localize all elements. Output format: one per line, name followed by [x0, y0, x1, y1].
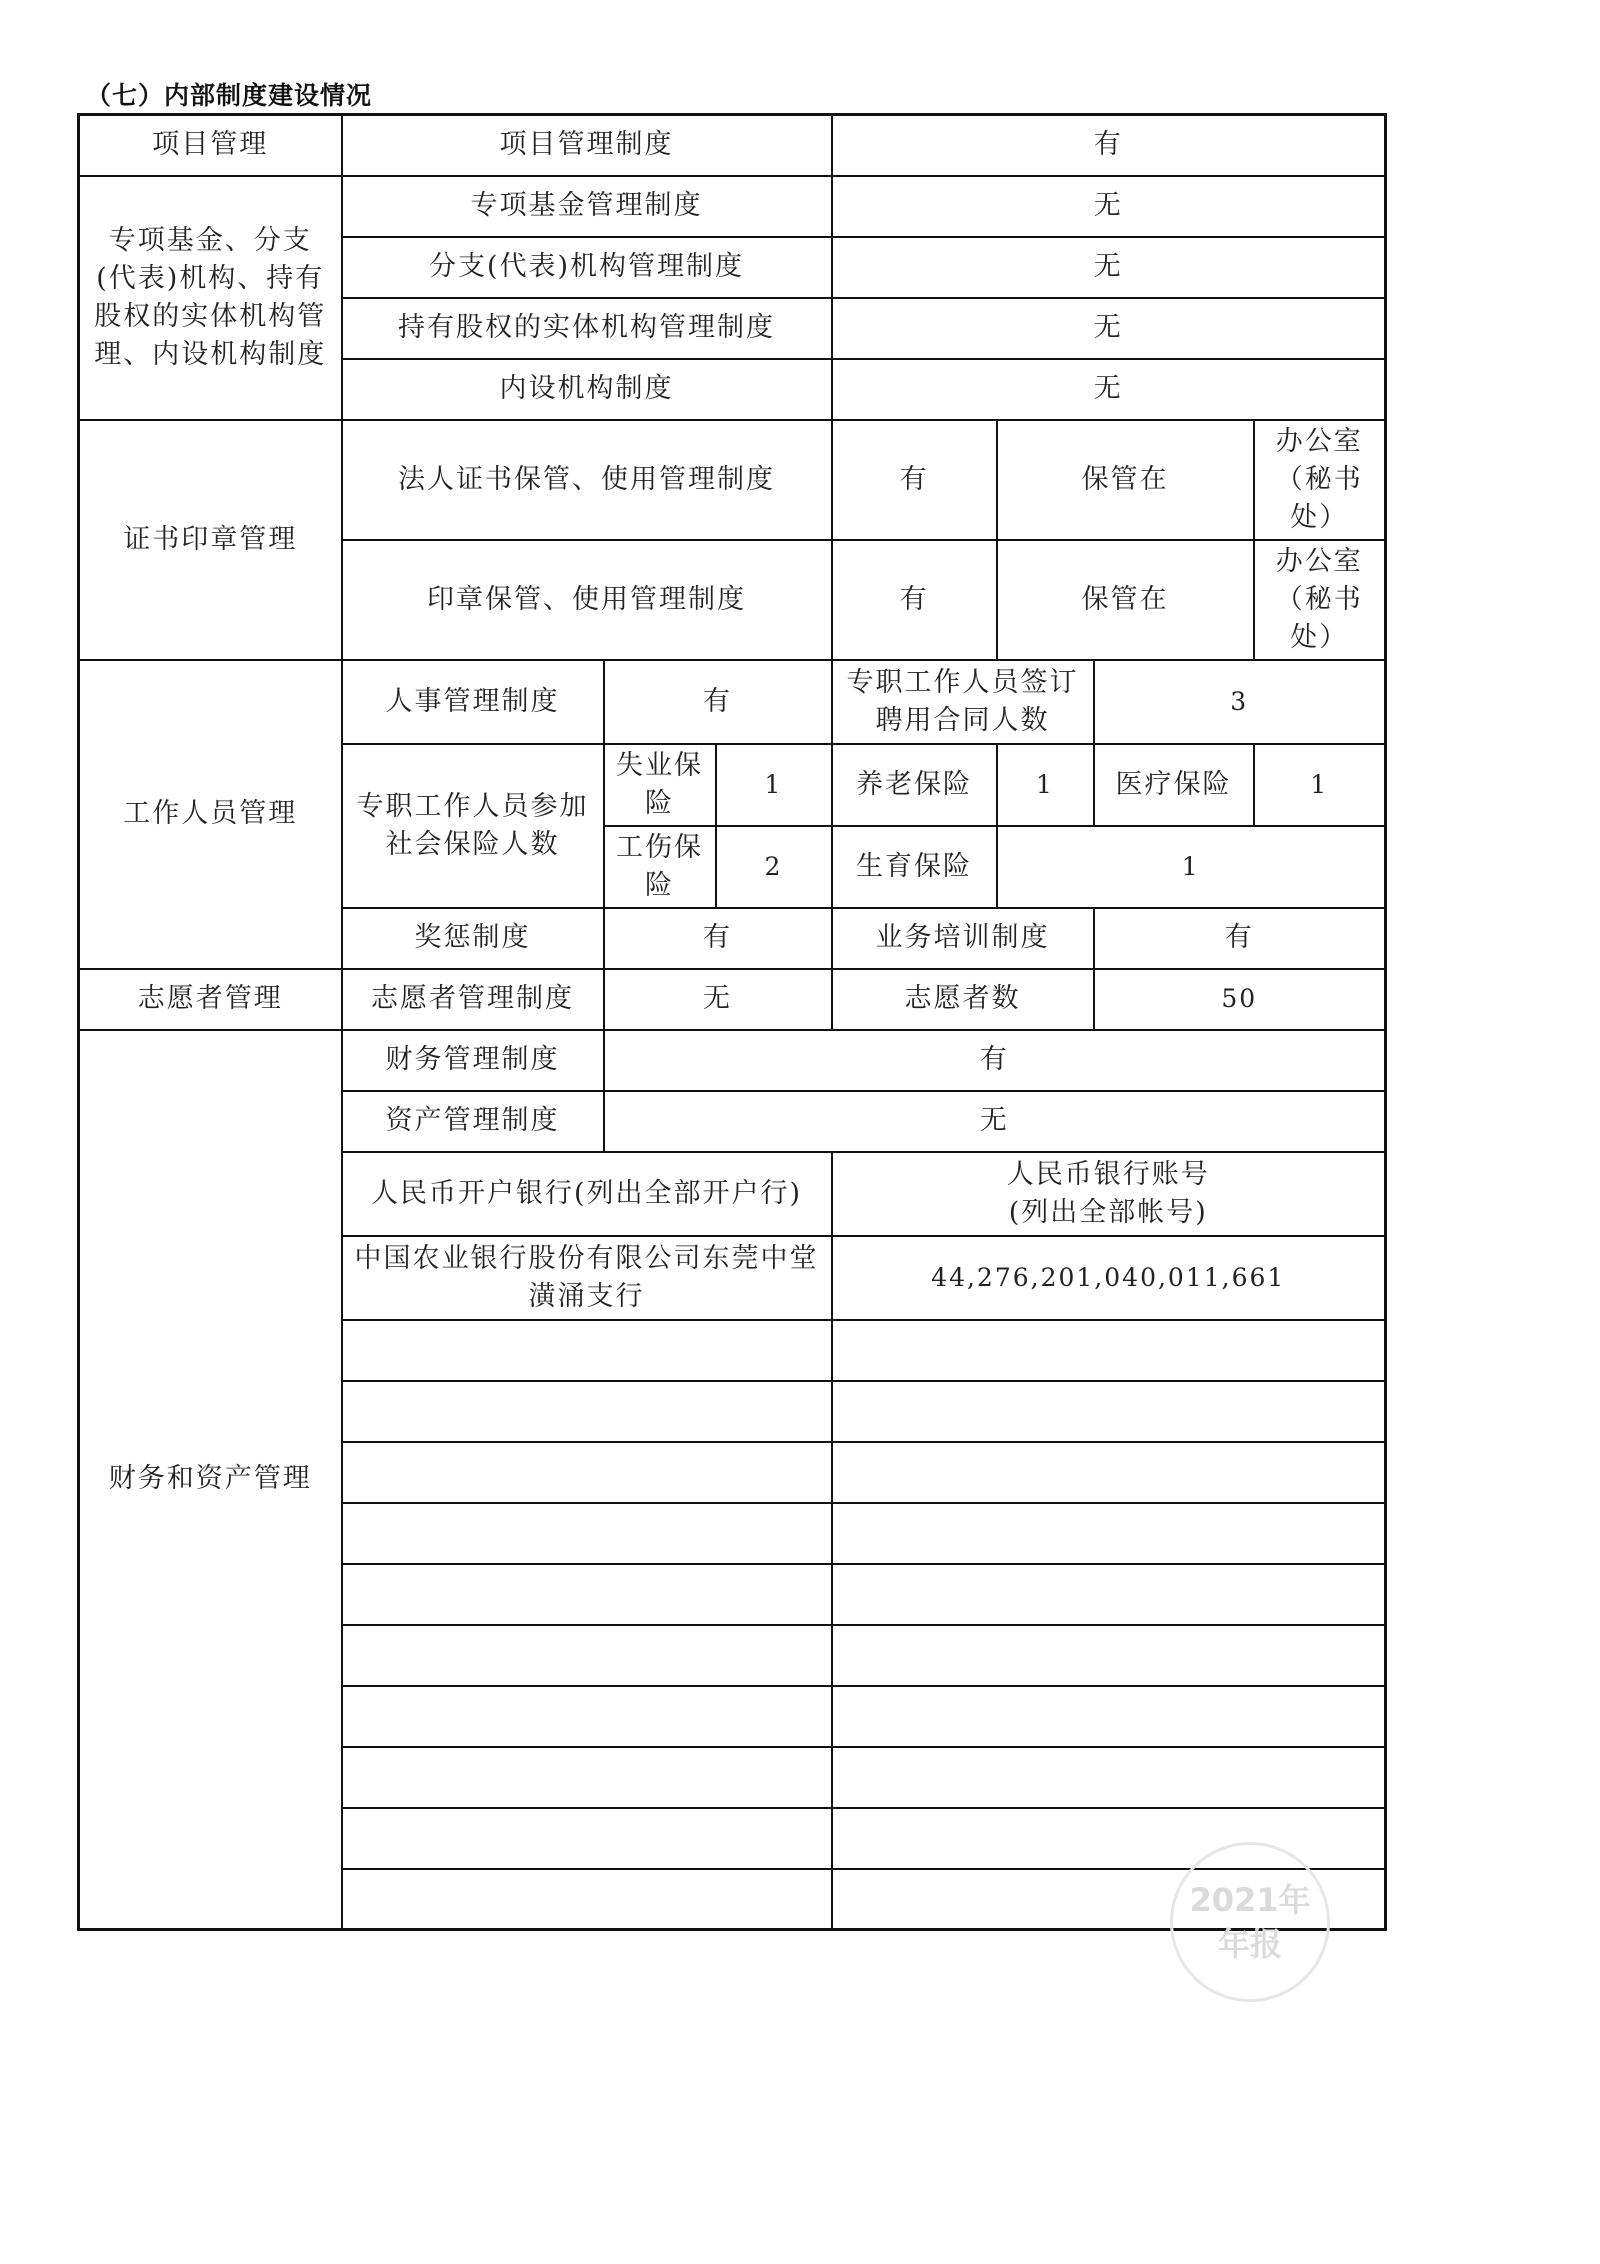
- empty-bank-cell: [342, 1320, 832, 1381]
- volunteer-count-label: 志愿者数: [832, 969, 1094, 1030]
- empty-account-cell: [832, 1503, 1386, 1564]
- empty-account-cell: [832, 1625, 1386, 1686]
- unemployment-label: 失业保险: [604, 744, 716, 826]
- training-value: 有: [1094, 908, 1386, 969]
- account-header-line2: (列出全部帐号): [1008, 1196, 1208, 1228]
- insurance-label: 专职工作人员参加社会保险人数: [342, 744, 604, 908]
- empty-account-cell: [832, 1381, 1386, 1442]
- seal-category: 证书印章管理: [79, 420, 342, 660]
- account-header-line1: 人民币银行账号: [1006, 1158, 1210, 1190]
- table-row: [79, 176, 1386, 237]
- project-item: 项目管理制度: [342, 115, 832, 176]
- finance-policy-label: 财务管理制度: [342, 1030, 604, 1091]
- finance-category: 财务和资产管理: [79, 1030, 342, 1930]
- special-item: 内设机构制度: [342, 359, 832, 420]
- table-row: [79, 420, 1386, 540]
- seal-value: 有: [832, 420, 997, 540]
- empty-bank-cell: [342, 1625, 832, 1686]
- special-item: 专项基金管理制度: [342, 176, 832, 237]
- reward-value: 有: [604, 908, 832, 969]
- project-value: 有: [832, 115, 1386, 176]
- special-value: 无: [832, 176, 1386, 237]
- bank-header: 人民币开户银行(列出全部开户行): [342, 1152, 832, 1236]
- table-row: [79, 115, 1386, 176]
- medical-label: 医疗保险: [1094, 744, 1254, 826]
- asset-policy-label: 资产管理制度: [342, 1091, 604, 1152]
- special-value: 无: [832, 237, 1386, 298]
- special-value: 无: [832, 359, 1386, 420]
- volunteer-policy-label: 志愿者管理制度: [342, 969, 604, 1030]
- empty-bank-cell: [342, 1869, 832, 1930]
- table-row: [79, 1030, 1386, 1091]
- special-item: 持有股权的实体机构管理制度: [342, 298, 832, 359]
- finance-policy-value: 有: [604, 1030, 1386, 1091]
- injury-label: 工伤保险: [604, 826, 716, 908]
- injury-value: 2: [716, 826, 832, 908]
- empty-account-cell: [832, 1747, 1386, 1808]
- empty-bank-cell: [342, 1503, 832, 1564]
- medical-value: 1: [1254, 744, 1386, 826]
- special-value: 无: [832, 298, 1386, 359]
- seal-kept-place: 办公室（秘书处）: [1254, 420, 1386, 540]
- contract-count-label: 专职工作人员签订聘用合同人数: [832, 660, 1094, 744]
- training-label: 业务培训制度: [832, 908, 1094, 969]
- watermark-label: 年报: [1217, 1925, 1282, 1963]
- staff-category: 工作人员管理: [79, 660, 342, 969]
- empty-bank-cell: [342, 1686, 832, 1747]
- table-row: [79, 660, 1386, 744]
- account-header: [832, 1152, 1386, 1236]
- unemployment-value: 1: [716, 744, 832, 826]
- project-category: 项目管理: [79, 115, 342, 176]
- pension-value: 1: [997, 744, 1094, 826]
- seal-kept-place: 办公室（秘书处）: [1254, 540, 1386, 660]
- annual-report-watermark: [1170, 1842, 1330, 2002]
- special-category: 专项基金、分支(代表)机构、持有股权的实体机构管理、内设机构制度: [79, 176, 342, 420]
- volunteer-category: 志愿者管理: [79, 969, 342, 1030]
- empty-account-cell: [832, 1320, 1386, 1381]
- empty-account-cell: [832, 1564, 1386, 1625]
- volunteer-policy-value: 无: [604, 969, 832, 1030]
- empty-bank-cell: [342, 1381, 832, 1442]
- hr-policy-value: 有: [604, 660, 832, 744]
- volunteer-count-value: 50: [1094, 969, 1386, 1030]
- hr-policy-label: 人事管理制度: [342, 660, 604, 744]
- asset-policy-value: 无: [604, 1091, 1386, 1152]
- table-row: [79, 969, 1386, 1030]
- empty-account-cell: [832, 1442, 1386, 1503]
- contract-count-value: 3: [1094, 660, 1386, 744]
- empty-bank-cell: [342, 1808, 832, 1869]
- empty-bank-cell: [342, 1564, 832, 1625]
- seal-kept-label: 保管在: [997, 540, 1254, 660]
- empty-account-cell: [832, 1808, 1386, 1869]
- special-item: 分支(代表)机构管理制度: [342, 237, 832, 298]
- empty-account-cell: [832, 1686, 1386, 1747]
- account-number: 44,276,201,040,011,661: [832, 1236, 1386, 1320]
- empty-bank-cell: [342, 1442, 832, 1503]
- seal-item: 印章保管、使用管理制度: [342, 540, 832, 660]
- internal-system-table: [77, 113, 1387, 1931]
- maternity-value: 1: [997, 826, 1386, 908]
- reward-label: 奖惩制度: [342, 908, 604, 969]
- empty-bank-cell: [342, 1747, 832, 1808]
- section-heading: （七）内部制度建设情况: [86, 81, 373, 110]
- seal-kept-label: 保管在: [997, 420, 1254, 540]
- bank-name: 中国农业银行股份有限公司东莞中堂潢涌支行: [342, 1236, 832, 1320]
- watermark-year: 2021年: [1189, 1881, 1311, 1919]
- pension-label: 养老保险: [832, 744, 997, 826]
- seal-value: 有: [832, 540, 997, 660]
- maternity-label: 生育保险: [832, 826, 997, 908]
- seal-item: 法人证书保管、使用管理制度: [342, 420, 832, 540]
